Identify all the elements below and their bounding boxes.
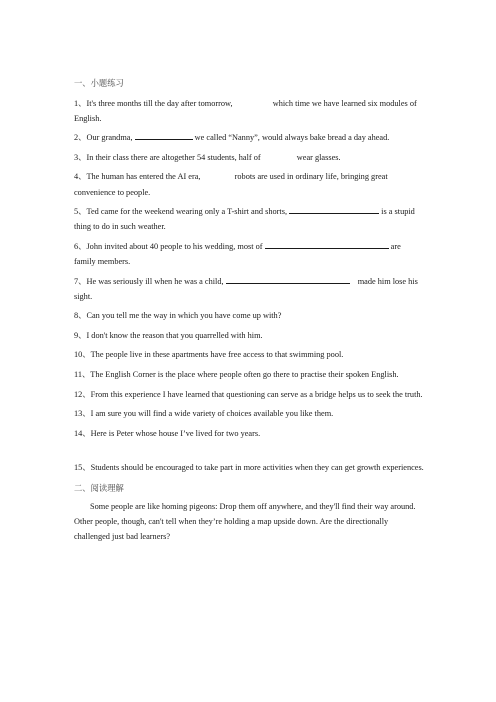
- question-11: [74, 367, 424, 387]
- question-text-after: robots are used in ordinary life, bringing great convenience to people.: [74, 172, 388, 197]
- question-number: 6、: [74, 241, 87, 251]
- section-heading-reading: 二、阅读理解: [74, 483, 124, 493]
- question-text-after: wear glasses.: [294, 152, 341, 162]
- question-7: [74, 274, 424, 309]
- answer-blank[interactable]: [226, 275, 350, 284]
- question-number: 2、: [74, 133, 87, 143]
- question-2: [74, 130, 424, 150]
- question-text-before: John invited about 40 people to his wedding, most of: [86, 241, 265, 251]
- answer-blank[interactable]: [263, 152, 295, 160]
- question-3: [74, 150, 424, 170]
- question-number: 7、: [74, 276, 87, 286]
- question-text-after: we called “Nanny”, would always bake bread a day ahead.: [192, 133, 390, 143]
- question-10: [74, 347, 424, 367]
- question-text: Here is Peter whose house I’ve lived for two years.: [90, 428, 261, 438]
- question-number: 11、: [74, 370, 91, 379]
- answer-blank[interactable]: [203, 171, 233, 179]
- exercise-content: [74, 76, 424, 544]
- question-14: [74, 426, 424, 446]
- question-number: 15、: [74, 463, 91, 473]
- question-12: [74, 387, 424, 407]
- question-13: [74, 406, 424, 426]
- question-number: 14、: [74, 428, 91, 438]
- question-text-after: which time we have learned six modules of English.: [74, 98, 417, 123]
- question-number: 5、: [74, 207, 87, 217]
- question-number: 1、: [74, 98, 87, 108]
- question-15: [74, 460, 424, 480]
- reading-paragraph: Some people are like homing pigeons: Drop them off anywhere, and they'll find their way around. Other people, though, can't tell when they’re holding a map upside down. Are the directionally challenged just bad learners?: [74, 502, 416, 542]
- question-5: [74, 204, 424, 239]
- question-text-before: Ted came for the weekend wearing only a T-shirt and shorts,: [86, 207, 290, 217]
- question-9: [74, 328, 424, 348]
- question-text: I don't know the reason that you quarrelled with him.: [86, 330, 263, 340]
- question-number: 3、: [74, 152, 87, 162]
- question-text-before: Our grandma,: [86, 133, 135, 143]
- question-text-before: In their class there are altogether 54 students, half of: [86, 152, 263, 162]
- question-4: [74, 169, 424, 204]
- question-text: Can you tell me the way in which you have come up with?: [86, 311, 282, 321]
- question-text-after: is a stupid thing to do in such weather.: [74, 207, 415, 232]
- question-text: From this experience I have learned that questioning can serve as a bridge helps us to seek the truth.: [90, 389, 423, 399]
- question-number: 4、: [74, 172, 87, 182]
- question-text: The English Corner is the place where people often go there to practise their spoken English.: [90, 370, 399, 379]
- question-6: [74, 239, 424, 274]
- question-number: 13、: [74, 409, 91, 419]
- question-text-before: It's three months till the day after tomorrow,: [86, 98, 235, 108]
- question-text-before: The human has entered the AI era,: [86, 172, 203, 182]
- question-text: The people live in these apartments have free access to that swimming pool.: [90, 350, 344, 360]
- question-number: 12、: [74, 389, 91, 399]
- answer-blank[interactable]: [135, 131, 193, 140]
- question-number: 8、: [74, 311, 87, 321]
- question-text-after: are family members.: [74, 241, 401, 266]
- question-text: I am sure you will find a wide variety of choices available you like them.: [90, 409, 334, 419]
- answer-blank[interactable]: [235, 98, 271, 106]
- question-text-after: made him lose his sight.: [74, 276, 418, 301]
- question-number: 10、: [74, 350, 91, 360]
- question-text-before: He was seriously ill when he was a child,: [86, 276, 226, 286]
- section-heading-exercises: 一、小题练习: [74, 79, 124, 88]
- question-number: 9、: [74, 330, 87, 340]
- question-1: [74, 96, 424, 131]
- question-8: [74, 308, 424, 328]
- answer-blank[interactable]: [265, 240, 389, 249]
- question-text: Students should be encouraged to take part in more activities when they can get growth experiences.: [90, 463, 424, 473]
- answer-blank[interactable]: [289, 205, 379, 214]
